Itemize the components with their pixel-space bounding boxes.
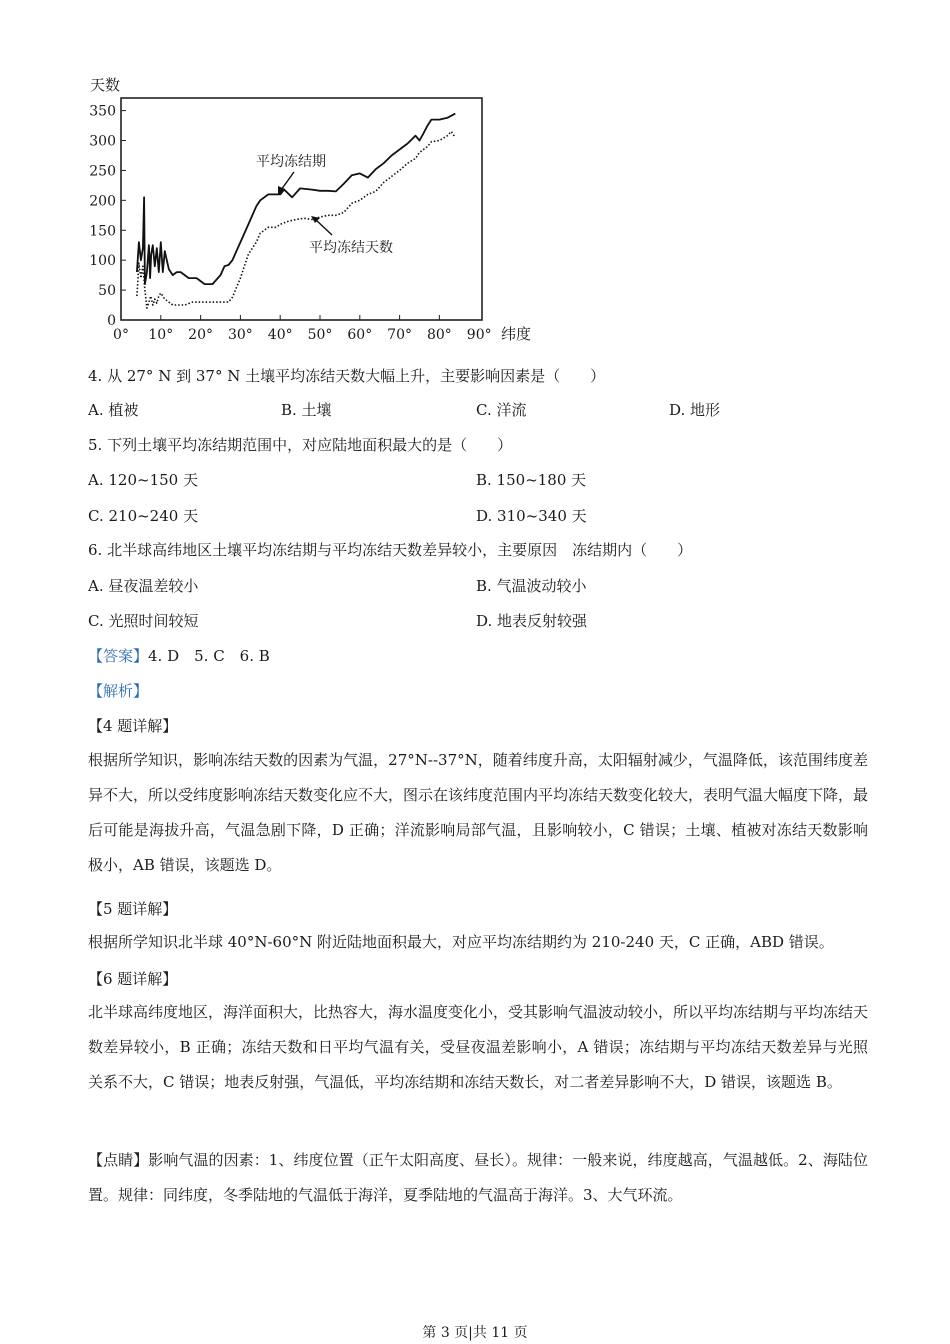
answer-text: 4. D 5. C 6. B	[148, 647, 270, 665]
d5-body: 根据所学知识北半球 40°N-60°N 附近陆地面积最大，对应平均冻结期约为 210-240 天，C 正确，ABD 错误。	[88, 933, 834, 951]
q5-stem: 5. 下列土壤平均冻结期范围中，对应陆地面积最大的是（ ）	[88, 436, 513, 454]
x-tick-label: 20°	[188, 327, 214, 343]
x-tick-label: 30°	[227, 327, 253, 343]
x-axis-label: 纬度	[501, 325, 532, 343]
tip-paragraph	[88, 1143, 868, 1213]
x-tick-label: 50°	[307, 327, 333, 343]
tip-body: 影响气温的因素：1、纬度位置（正午太阳高度、昼长）。规律：一般来说，纬度越高，气温越低。2、海陆位置。规律：同纬度，冬季陆地的气温低于海洋，夏季陆地的气温高于海洋。3、大气环流。	[88, 1151, 868, 1204]
x-tick-label: 90°	[466, 327, 492, 343]
q5-option-b: B. 150~180 天	[476, 471, 587, 489]
y-tick-label: 350	[89, 103, 116, 120]
arrow-freeze-days	[316, 220, 332, 235]
y-tick-label: 50	[98, 283, 116, 300]
tip-tag: 【点睛】	[88, 1151, 149, 1169]
q4-option-a: A. 植被	[88, 401, 139, 419]
q6-option-a: A. 昼夜温差较小	[88, 577, 199, 595]
y-tick-label: 200	[89, 193, 116, 210]
answer-line	[88, 646, 270, 666]
q6-option-d: D. 地表反射较强	[476, 612, 588, 630]
x-tick-label: 0°	[113, 327, 129, 343]
freeze-chart-svg	[80, 70, 540, 348]
x-tick-label: 40°	[267, 327, 293, 343]
d5-heading: 【5 题详解】	[88, 900, 178, 918]
y-axis-label: 天数	[90, 76, 121, 94]
series-freeze-period	[137, 114, 455, 285]
freeze-chart	[80, 70, 540, 348]
x-tick-label: 80°	[426, 327, 452, 343]
annotation-freeze-days: 平均冻结天数	[309, 240, 393, 256]
y-tick-label: 250	[89, 163, 116, 180]
y-tick-label: 0	[107, 313, 116, 329]
d6-heading: 【6 题详解】	[88, 970, 178, 988]
d4-heading: 【4 题详解】	[88, 717, 178, 735]
analysis-tag: 【解析】	[88, 682, 149, 700]
q4-stem: 4. 从 27° N 到 37° N 土壤平均冻结天数大幅上升，主要影响因素是（ ）	[88, 367, 606, 385]
arrow-freeze-period	[281, 172, 294, 190]
page-footer: 第 3 页|共 11 页	[422, 1325, 528, 1341]
q6-stem: 6. 北半球高纬地区土壤平均冻结期与平均冻结天数差异较小，主要原因 冻结期内（ ）	[88, 541, 693, 559]
q4-option-d: D. 地形	[669, 401, 721, 419]
q5-option-a: A. 120~150 天	[88, 471, 198, 489]
annotation-freeze-period: 平均冻结期	[256, 154, 326, 170]
x-tick-label: 60°	[347, 327, 373, 343]
q6-option-c: C. 光照时间较短	[88, 612, 199, 630]
d6-body: 北半球高纬度地区，海洋面积大，比热容大，海水温度变化小，受其影响气温波动较小，所以平均冻结期与平均冻结天数差异较小，B 正确；冻结天数和日平均气温有关，受昼夜温差影响小，A 错误；冻结期与平均冻结天数差异与光照关系不大，C 错误；地表反射强，气温低，平均冻结期和冻结天数长，对二者差异影响不大，D 错误，该题选 B。	[88, 1003, 869, 1091]
x-tick-label: 70°	[387, 327, 413, 343]
y-tick-label: 300	[89, 133, 116, 150]
y-tick-label: 100	[89, 253, 116, 270]
q6-option-b: B. 气温波动较小	[476, 577, 587, 595]
d4-body: 根据所学知识，影响冻结天数的因素为气温，27°N--37°N，随着纬度升高，太阳辐射减少，气温降低，该范围纬度差异不大，所以受纬度影响冻结天数变化应不大，图示在该纬度范围内平均冻结天数变化较大，表明气温大幅度下降，最后可能是海拔升高，气温急剧下降，D 正确；洋流影响局部气温，且影响较小，C 错误；土壤、植被对冻结天数影响极小，AB 错误，该题选 D。	[88, 751, 869, 874]
q4-option-b: B. 土壤	[281, 401, 332, 419]
q4-option-c: C. 洋流	[476, 401, 527, 419]
y-tick-label: 150	[89, 223, 116, 240]
x-tick-label: 10°	[148, 327, 174, 343]
q5-option-d: D. 310~340 天	[476, 507, 587, 525]
answer-tag: 【答案】	[88, 647, 149, 665]
q5-option-c: C. 210~240 天	[88, 507, 199, 525]
plot-frame	[121, 98, 482, 320]
